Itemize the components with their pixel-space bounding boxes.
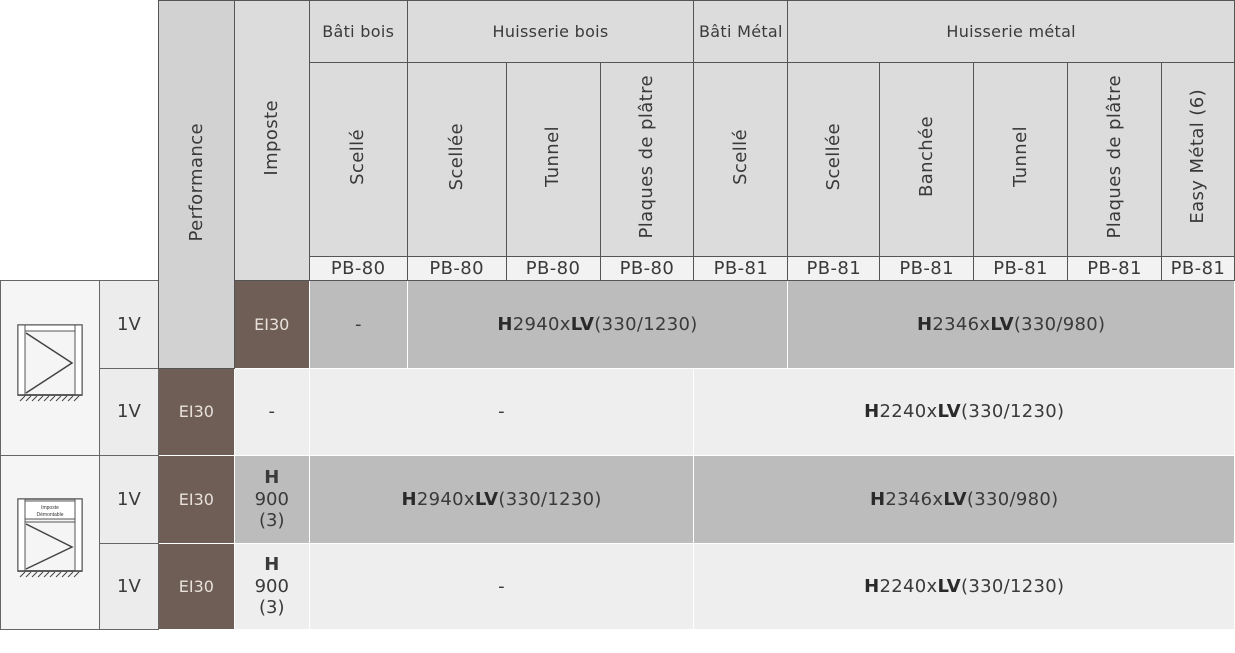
- header-performance: [158, 1, 234, 369]
- imposte-height-value: 900: [254, 575, 289, 597]
- col-header-label: Plaques de plâtre: [1103, 75, 1125, 239]
- width-range: (330/1230): [961, 575, 1065, 597]
- code-cell: PB-81: [694, 257, 788, 281]
- level-cell: 1V: [99, 281, 158, 369]
- performance-cell: EI30: [158, 544, 234, 630]
- col-header-label: Tunnel: [1009, 126, 1031, 188]
- header-bati-metal: Bâti Métal: [694, 1, 788, 63]
- code-cell: PB-80: [309, 257, 407, 281]
- imposte-note: (3): [259, 510, 285, 532]
- height-prefix: H: [916, 313, 933, 335]
- performance-cell: EI30: [234, 281, 309, 369]
- col-header-label: Scellé: [730, 128, 752, 185]
- header-huisserie-bois: Huisserie bois: [407, 1, 694, 63]
- code-cell: PB-80: [407, 257, 506, 281]
- col-header: [788, 63, 880, 257]
- col-header-label: Scellée: [823, 123, 844, 191]
- col-header-label: Scellée: [445, 123, 467, 191]
- level-cell: 1V: [99, 369, 158, 456]
- col-header: [1161, 63, 1234, 257]
- code-cell: PB-81: [1068, 257, 1162, 281]
- code-cell: PB-81: [788, 257, 880, 281]
- header-huisserie-metal: Huisserie métal: [788, 1, 1235, 63]
- bois-dimension-cell: [407, 281, 788, 369]
- col-header: [1068, 63, 1162, 257]
- code-cell: PB-80: [600, 257, 694, 281]
- height-prefix: H: [870, 488, 886, 510]
- single-door-with-removable-transom-icon: [16, 497, 84, 589]
- col-header-label: Plaques de plâtre: [636, 75, 658, 239]
- col-header: [407, 63, 506, 257]
- metal-dimension-cell: [788, 281, 1235, 369]
- table-row: [1, 456, 1235, 544]
- height-value: 2240x: [879, 575, 938, 597]
- imposte-height-prefix: H: [264, 554, 280, 576]
- transom-label: Imposte: [41, 504, 59, 511]
- col-header: [506, 63, 600, 257]
- bois-dimension-cell: -: [309, 544, 694, 630]
- width-prefix: LV: [570, 313, 595, 335]
- metal-dimension-cell: [694, 544, 1235, 630]
- single-door-diagram-icon: [16, 323, 84, 413]
- header-imposte: [234, 1, 309, 281]
- width-range: (330/1230): [498, 488, 602, 510]
- imposte-cell: -: [234, 369, 309, 456]
- width-prefix: LV: [943, 488, 967, 510]
- table-row: [1, 369, 1235, 456]
- level-cell: 1V: [99, 456, 158, 544]
- height-value: 2940x: [512, 313, 571, 335]
- imposte-cell: [234, 544, 309, 630]
- code-cell: PB-81: [880, 257, 974, 281]
- door-icon-cell: [1, 281, 100, 456]
- col-header-label: Easy Métal (6): [1187, 89, 1209, 225]
- col-header-label: Banchée: [915, 116, 937, 198]
- table-row: [1, 544, 1235, 630]
- width-range: (330/1230): [961, 401, 1065, 423]
- bois-dimension-cell: -: [309, 369, 694, 456]
- imposte-cell: -: [309, 281, 407, 369]
- height-prefix: H: [864, 401, 880, 423]
- blank-corner: [1, 1, 100, 281]
- col-header-label: Tunnel: [542, 126, 564, 188]
- width-prefix: LV: [990, 313, 1014, 335]
- height-value: 2940x: [416, 488, 475, 510]
- metal-dimension-cell: [694, 369, 1235, 456]
- code-cell: PB-80: [506, 257, 600, 281]
- level-cell: 1V: [99, 544, 158, 630]
- performance-cell: EI30: [158, 456, 234, 544]
- height-prefix: H: [401, 488, 417, 510]
- imposte-cell: [234, 456, 309, 544]
- height-prefix: H: [497, 313, 513, 335]
- bois-dimension-cell: [309, 456, 694, 544]
- width-range: (330/980): [1013, 313, 1106, 335]
- header-bati-bois: Bâti bois: [309, 1, 407, 63]
- height-value: 2240x: [879, 401, 938, 423]
- col-header-label: Scellé: [347, 128, 369, 185]
- col-header: [880, 63, 974, 257]
- width-prefix: LV: [937, 575, 961, 597]
- imposte-height-value: 900: [254, 488, 289, 510]
- header-imposte-label: Imposte: [260, 100, 282, 176]
- width-prefix: LV: [474, 488, 499, 510]
- height-value: 2346x: [885, 488, 944, 510]
- door-icon-cell: [1, 456, 100, 630]
- width-range: (330/980): [966, 488, 1059, 510]
- col-header: [600, 63, 694, 257]
- transom-label: Démontable: [36, 511, 64, 518]
- group-header-row: [1, 1, 1235, 63]
- metal-dimension-cell: [694, 456, 1235, 544]
- height-prefix: H: [864, 575, 880, 597]
- width-prefix: LV: [937, 401, 961, 423]
- width-range: (330/1230): [594, 313, 698, 335]
- imposte-note: (3): [259, 597, 285, 619]
- imposte-height-prefix: H: [264, 467, 280, 489]
- performance-cell: EI30: [158, 369, 234, 456]
- height-value: 2346x: [932, 313, 991, 335]
- blank-corner: [99, 1, 158, 281]
- header-performance-label: Performance: [185, 122, 207, 242]
- col-header: [974, 63, 1068, 257]
- code-cell: PB-81: [1161, 257, 1234, 281]
- col-header: [309, 63, 407, 257]
- code-cell: PB-81: [974, 257, 1068, 281]
- col-header: [694, 63, 788, 257]
